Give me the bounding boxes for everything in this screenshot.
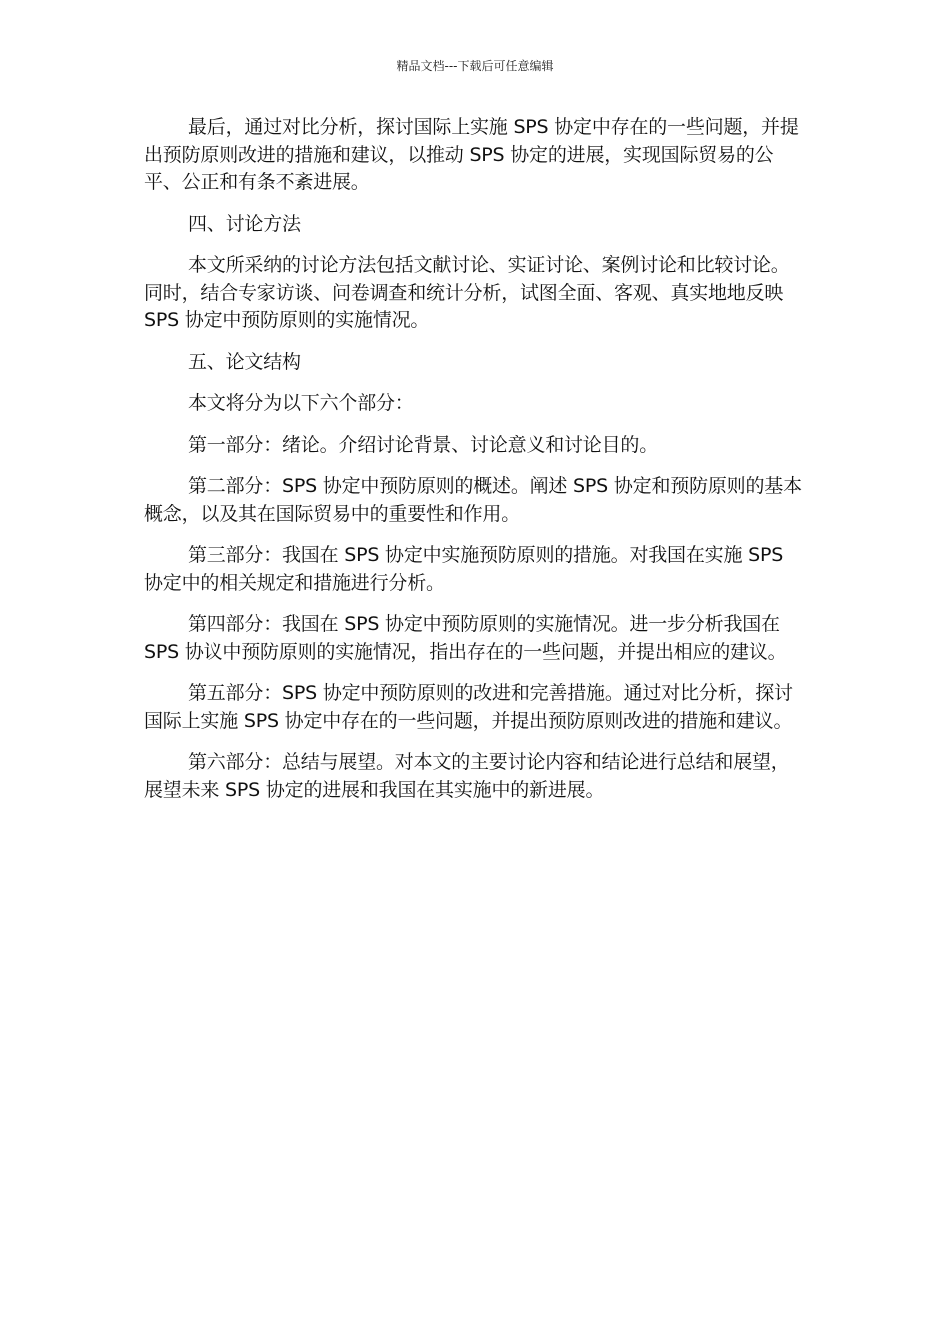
paragraph-part-four: 第四部分：我国在 SPS 协定中预防原则的实施情况。进一步分析我国在 SPS 协议中预防原则的实施情况，指出存在的一些问题，并提出相应的建议。 [144, 613, 787, 663]
paragraph-methods: 本文所采纳的讨论方法包括文献讨论、实证讨论、案例讨论和比较讨论。同时，结合专家访谈、问卷调查和统计分析，试图全面、客观、真实地地反映 SPS 协定中预防原则的实施情况。 [144, 254, 790, 331]
paragraph-part-five: 第五部分：SPS 协定中预防原则的改进和完善措施。通过对比分析，探讨国际上实施 SPS 协定中存在的一些问题，并提出预防原则改进的措施和建议。 [144, 682, 793, 732]
paragraph-part-three: 第三部分：我国在 SPS 协定中实施预防原则的措施。对我国在实施 SPS 协定中的相关规定和措施进行分析。 [144, 544, 784, 594]
paragraph-part-one: 第一部分：绪论。介绍讨论背景、讨论意义和讨论目的。 [188, 433, 659, 456]
section-heading-structure: 五、论文结构 [188, 350, 301, 373]
section-heading-methods: 四、讨论方法 [188, 212, 301, 235]
page-header: 精品文档---下载后可任意编辑 [396, 59, 554, 73]
document-body [144, 114, 804, 818]
paragraph-structure-intro: 本文将分为以下六个部分： [188, 392, 414, 414]
paragraph-part-two: 第二部分：SPS 协定中预防原则的概述。阐述 SPS 协定和预防原则的基本概念，以及其在国际贸易中的重要性和作用。 [144, 475, 802, 525]
paragraph-part-six: 第六部分：总结与展望。对本文的主要讨论内容和结论进行总结和展望，展望未来 SPS 协定的进展和我国在其实施中的新进展。 [144, 751, 790, 801]
paragraph-conclusion-intro: 最后，通过对比分析，探讨国际上实施 SPS 协定中存在的一些问题，并提出预防原则改进的措施和建议，以推动 SPS 协定的进展，实现国际贸易的公平、公正和有条不紊进展。 [144, 116, 799, 193]
